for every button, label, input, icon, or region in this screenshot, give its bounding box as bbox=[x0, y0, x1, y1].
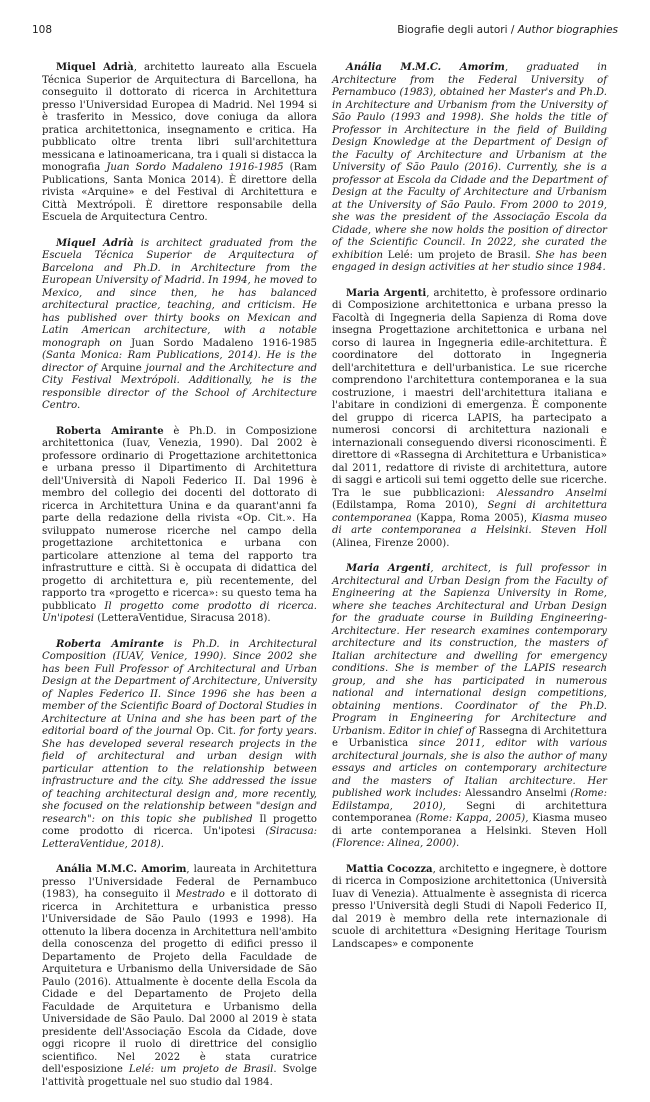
author-name: Mattia Cocozza bbox=[346, 863, 433, 875]
author-name: Anália M.M.C. Amorim bbox=[56, 864, 187, 875]
author-name: Miquel Adrià bbox=[56, 237, 134, 249]
running-head bbox=[397, 24, 618, 36]
bio-adria-it: Miquel Adrià, architetto laureato alla Escuela Técnica Superior de Arquitectura di Barcellona, ha conseguito il dottorato di ricerca in Architettura presso l'Universidad Europea di Madrid. Nel 1994 si è trasferito in Messico, dove coniuga da allora pratica architettonica, insegnamento e critica. Ha pubblicato oltre trenta libri sull'architettura messicana e latinoamericana, tra i quali si distacca la monografia Juan Sordo Madaleno 1916-1985 (Ram Publications, Santa Monica 2014). È direttore della rivista «Arquine» e del Festival di Architettura e Città Mextrópoli. È direttore responsabile della Escuela de Arquitectura Centro. bbox=[42, 62, 317, 223]
running-head-italian: Biografie degli autori / bbox=[397, 24, 515, 36]
bio-cocozza-it: Mattia Cocozza, architetto e ingegnere, è dottore di ricerca in Composizione architettonica (Università Iuav di Venezia). Attualmente è assegnista di ricerca presso l'Università degli Studi di Napoli Federico II, dal 2019 è membro della rete internazionale di scuole di architettura «Designing Heritage Tourism Landscapes» e componente bbox=[332, 863, 608, 950]
bio-amorim-it: Anália M.M.C. Amorim, laureata in Architettura presso l'Universidade Federal de Pernambuco (1983), ha conseguito il Mestrado e il dottorato di ricerca in Architettura e urbanistica presso l'Universidade de São Paulo (1993 e 1998). Ha ottenuto la libera docenza in Architettura nell'ambito della conoscenza del progetto di edifici presso il Departamento de Projeto della Faculdade de Arquitetura e Urbanismo della Universidade de São Paulo (2016). Attualmente è docente della Escola da Cidade e del Departamento de Projeto della Faculdade de Arquitetura e Urbanismo della Universidade de São Paulo. Dal 2000 al 2019 è stata presidente dell'Associação Escola da Cidade, dove oggi ricopre il ruolo di direttrice del consiglio scientifico. Nel 2022 è stata curatrice dell'esposizione Lelé: um projeto de Brasil. Svolge l'attività progettuale nel suo studio dal 1984. bbox=[42, 864, 318, 1088]
bio-argenti-en: Maria Argenti, architect, is full professor in Architectural and Urban Design from the Faculty of Engineering at the Sapienza University in Rome, where she teaches Architectural and Urban Design for the graduate course in Building Engineering-Architecture. Her research examines contemporary architecture and its construction, the masters of Italian architecture and dwelling for emergency conditions. She is member of the LAPIS research group, and she has participated in numerous national and international design competitions, obtaining mentions. Coordinator of the Ph.D. Program in Engineering for Architecture and Urbanism. Editor in chief of Rassegna di Architettura e Urbanistica since 2011, editor with various architectural journals, she is also the author of many essays and articles on contemporary architecture and the masters of Italian architecture. Her published work includes: Alessandro Anselmi (Rome: Edilstampa, 2010), Segni di architettura contemporanea (Rome: Kappa, 2005), Kiasma museo di arte contemporanea a Helsinki. Steven Holl (Florence: Alinea, 2000). bbox=[332, 563, 608, 849]
author-name: Maria Argenti bbox=[346, 563, 431, 574]
left-column bbox=[42, 62, 317, 1102]
right-column bbox=[332, 62, 607, 964]
author-name: Roberta Amirante bbox=[56, 425, 164, 437]
page-header bbox=[32, 24, 618, 42]
running-head-english: Author biographies bbox=[517, 24, 618, 36]
bio-amirante-it: Roberta Amirante è Ph.D. in Composizione architettonica (Iuav, Venezia, 1990). Dal 2002 è professore ordinario di Progettazione architettonica e urbana presso il Dipartimento di Architettura dell'Università di Napoli Federico II. Dal 1996 è membro del collegio dei docenti del dottorato di ricerca in Architettura Unina e da quarant'anni fa parte della redazione della rivista «Op. Cit.». Ha sviluppato numerose ricerche nel campo della progettazione architettonica e urbana con particolare attenzione al tema del rapporto tra infrastrutture e città. Si è occupata di didattica del progetto di architettura e, più recentemente, del rapporto tra «progetto e ricerca»: su questo tema ha pubblicato Il progetto come prodotto di ricerca. Un'ipotesi (LetteraVentidue, Siracusa 2018). bbox=[42, 425, 318, 624]
bio-amirante-en: Roberta Amirante is Ph.D. in Architectural Composition (IUAV, Venice, 1990). Since 2002 she has been Full Professor of Architectural and Urban Design at the Department of Architecture, University of Naples Federico II. Since 1996 she has been a member of the Scientific Board of Doctoral Studies in Architecture at Unina and she has been part of the editorial board of the journal Op. Cit. for forty years. She has developed several research projects in the field of architectural and urban design with particular attention to the relationship between infrastructure and the city. She addressed the issue of teaching architectural design and, more recently, she focused on the relationship between "design and research": on this topic she published Il progetto come prodotto di ricerca. Un'ipotesi (Siracusa: LetteraVentidue, 2018). bbox=[42, 638, 318, 850]
page-number: 108 bbox=[32, 24, 53, 36]
bio-amorim-en: Anália M.M.C. Amorim, graduated in Architecture from the Federal University of Pernambuco (1983), obtained her Master's and Ph.D. in Architecture and Urbanism from the University of São Paulo (1993 and 1998). She holds the title of Professor in Architecture in the field of Building Design Knowledge at the Department of Design of the Faculty of Architecture and Urbanism at the University of São Paulo (2016). Currently, she is a professor at Escola da Cidade and the Department of Design at the Faculty of Architecture and Urbanism at the University of São Paulo. From 2000 to 2019, she was the president of the Associação Escola da Cidade, where she now holds the position of director of the Scientific Council. In 2022, she curated the exhibition Lelé: um projeto de Brasil. She has been engaged in design activities at her studio since 1984. bbox=[332, 62, 607, 273]
author-name: Anália M.M.C. Amorim bbox=[346, 62, 505, 73]
bio-adria-en: Miquel Adrià is architect graduated from the Escuela Técnica Superior de Arquitectura of Barcelona and Ph.D. in Architecture from the European University of Madrid. In 1994, he moved to Mexico, and since then, he has balanced architectural practice, teaching, and criticism. He has published over thirty books on Mexican and Latin American architecture, with a notable monograph on Juan Sordo Madaleno 1916-1985 (Santa Monica: Ram Publications, 2014). He is the director of Arquine journal and the Architecture and City Festival Mextrópoli. Additionally, he is the responsible director of the School of Architecture Centro. bbox=[42, 237, 317, 411]
author-name: Roberta Amirante bbox=[56, 638, 164, 650]
bio-argenti-it: Maria Argenti, architetto, è professore ordinario di Composizione architettonica e urbana presso la Facoltà di Ingegneria della Sapienza di Roma dove insegna Progettazione architettonica e urbana nel corso di laurea in Ingegneria edile-architettura. È coordinatore del dottorato in Ingegneria dell'architettura e dell'urbanistica. Le sue ricerche comprendono l'architettura contemporanea e la sua costruzione, i maestri dell'architettura italiana e l'abitare in condizioni di emergenza. È componente del gruppo di ricerca LAPIS, ha partecipato a numerosi concorsi di architettura nazionali e internazionali conseguendo diversi riconoscimenti. È direttore di «Rassegna di Architettura e Urbanistica» dal 2011, redattore di riviste di architettura, autore di saggi e articoli sui temi oggetto delle sue ricerche. Tra le sue pubblicazioni: Alessandro Anselmi (Edilstampa, Roma 2010), Segni di architettura contemporanea (Kappa, Roma 2005), Kiasma museo di arte contemporanea a Helsinki. Steven Holl (Alinea, Firenze 2000). bbox=[332, 287, 608, 549]
author-name: Miquel Adrià bbox=[56, 62, 134, 73]
author-name: Maria Argenti bbox=[346, 287, 427, 299]
